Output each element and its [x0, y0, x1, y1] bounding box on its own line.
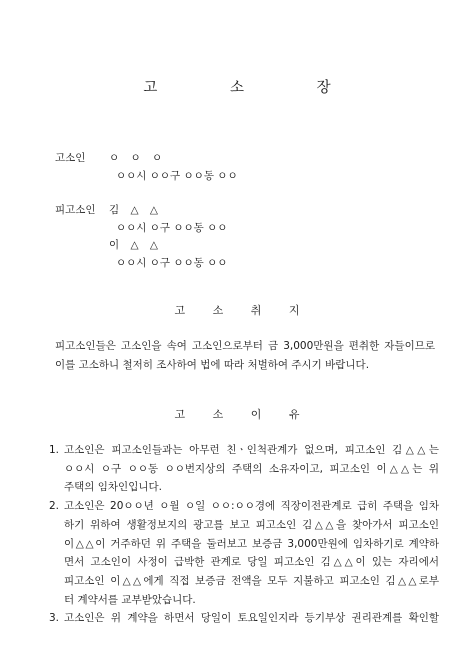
reason-line: 면서 고소인이 사정이 급박한 관계로 당일 피고소인 김△△이 있는 자리에서	[64, 556, 439, 569]
complainant-label: 고소인	[55, 152, 86, 164]
reason-line: 고소인은 피고소인들과는 아무런 친ㆍ인척관계가 없으며, 피고소인 김△△는	[64, 444, 439, 456]
purpose-heading: 고 소 취 지	[174, 304, 312, 317]
complainant-name: ㅇ ㅇ ㅇ	[109, 152, 167, 164]
reason-line: 이△△이 거주하던 위 주택을 둘러보고 보증금 3,000만원에 임차하기로 계약하	[64, 537, 439, 550]
reason-number: 3.	[49, 612, 60, 625]
defendant-2-name: 이 △ △	[109, 239, 162, 251]
reason-line: 터 계약서를 교부받았습니다.	[64, 593, 196, 606]
reason-number: 1.	[49, 444, 60, 456]
reason-item	[49, 609, 439, 628]
reason-line: 하기 위하여 생활정보지의 광고를 보고 피고소인 김△△을 찾아가서 피고소인	[64, 518, 439, 531]
reason-line: ㅇㅇ시 ㅇ구 ㅇㅇ동 ㅇㅇ번지상의 주택의 소유자이고, 피고소인 이△△는 위	[64, 462, 439, 475]
reason-item	[49, 441, 439, 497]
document-title: 고 소 장	[143, 80, 365, 96]
reason-item	[49, 497, 439, 609]
purpose-line: 피고소인들은 고소인을 속여 고소인으로부터 금 3,000만원을 편취한 자들이므로	[55, 340, 435, 352]
reason-number: 2.	[49, 500, 60, 513]
reasons-heading: 고 소 이 유	[174, 408, 312, 421]
defendants-label: 피고소인	[55, 204, 96, 216]
defendant-1-address: ㅇㅇ시 ㅇ구 ㅇㅇ동 ㅇㅇ	[116, 222, 228, 234]
defendant-2-address: ㅇㅇ시 ㅇ구 ㅇㅇ동 ㅇㅇ	[116, 257, 228, 269]
reason-line: 고소인은 위 계약을 하면서 당일이 토요일인지라 등기부상 권리관계를 확인할	[64, 612, 439, 625]
purpose-line: 이를 고소하니 철저히 조사하여 법에 따라 처벌하여 주시기 바랍니다.	[55, 358, 370, 371]
reason-line: 주택의 임차인입니다.	[64, 481, 162, 494]
complainant-address: ㅇㅇ시 ㅇㅇ구 ㅇㅇ동 ㅇㅇ	[116, 170, 238, 182]
reasons-list	[49, 441, 439, 628]
purpose-paragraph	[55, 337, 435, 374]
reason-line: 피고소인 이△△에게 직접 보증금 전액을 모두 지불하고 피고소인 김△△로부	[64, 574, 439, 587]
reason-line: 고소인은 20ㅇㅇ년 ㅇ월 ㅇ일 ㅇㅇ:ㅇㅇ경에 직장이전관계로 급히 주택을 임차	[64, 500, 439, 513]
defendant-1-name: 김 △ △	[109, 204, 162, 216]
